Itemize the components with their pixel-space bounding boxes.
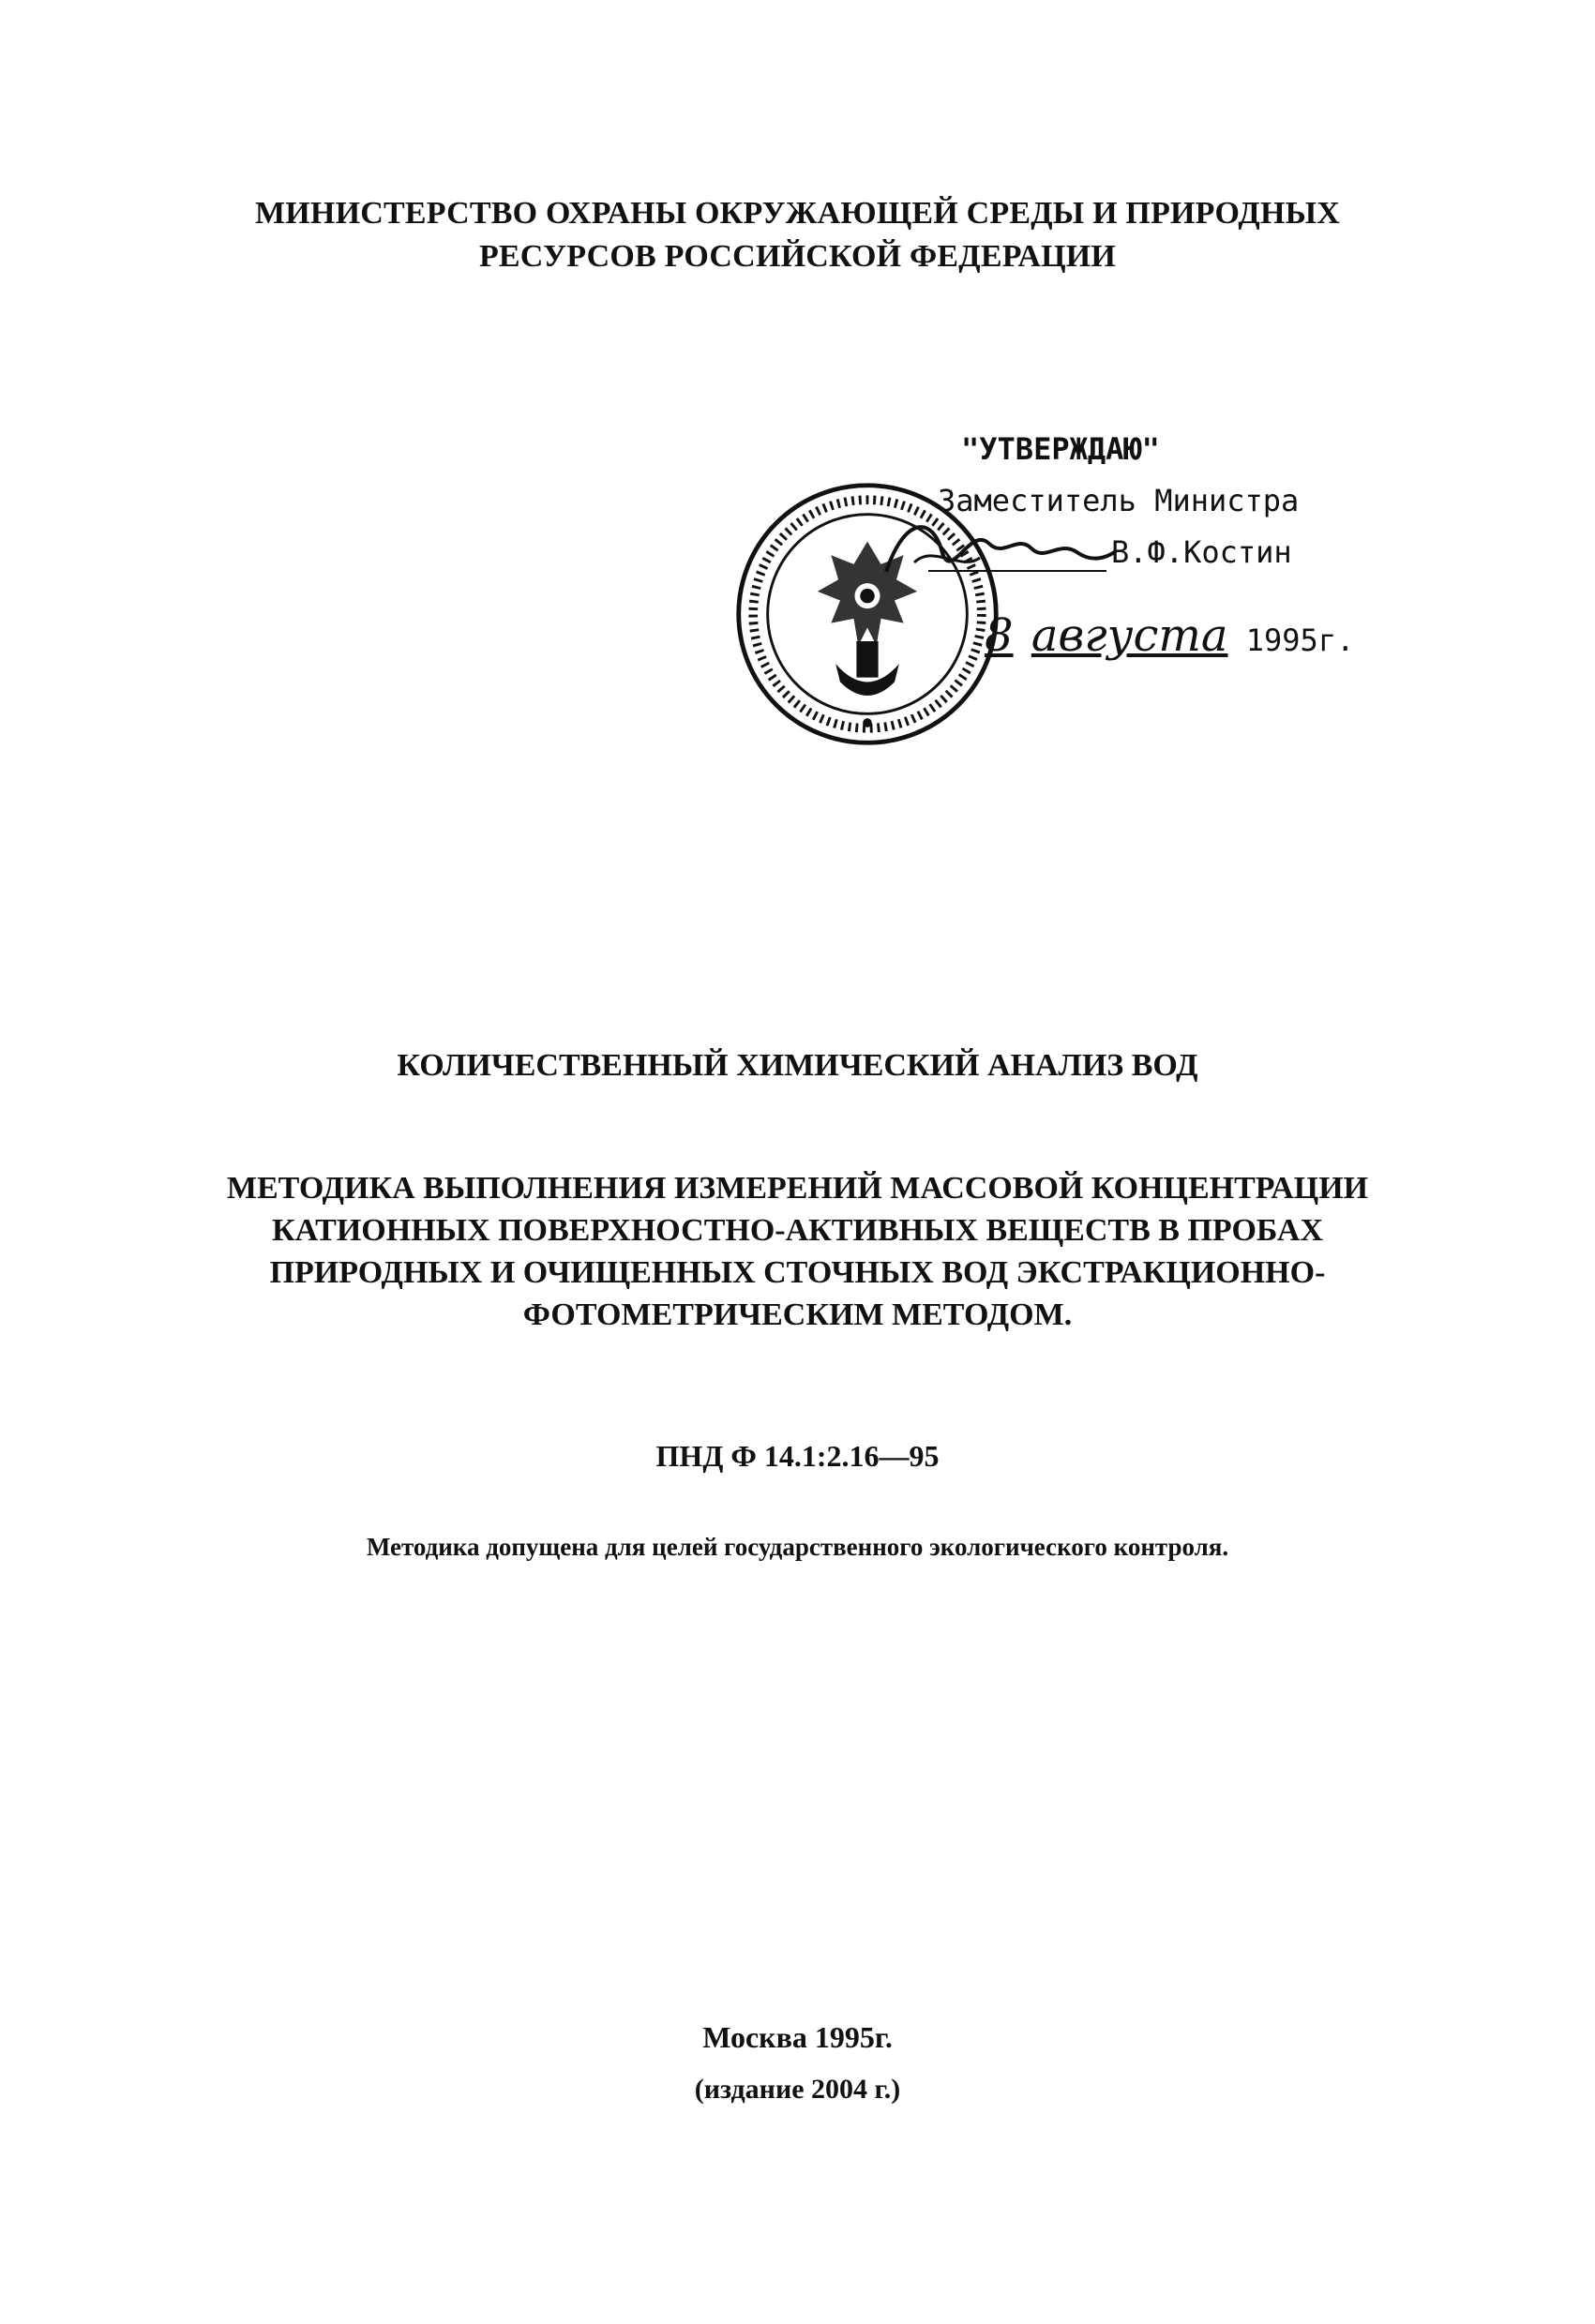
signature-icon xyxy=(877,506,1121,591)
document-code: ПНД Ф 14.1:2.16—95 xyxy=(655,1439,940,1473)
method-line-2: КАТИОННЫХ ПОВЕРХНОСТНО-АКТИВНЫХ ВЕЩЕСТВ В ПРОБАХ xyxy=(271,1213,1324,1248)
edition-note: (издание 2004 г.) xyxy=(694,2074,901,2105)
method-line-1: МЕТОДИКА ВЫПОЛНЕНИЯ ИЗМЕРЕНИЙ МАССОВОЙ КОНЦЕНТРАЦИИ xyxy=(226,1171,1369,1206)
approval-position: Заместитель Министра xyxy=(938,483,1300,518)
approval-title: "УТВЕРЖДАЮ" xyxy=(961,431,1160,467)
ministry-line-2: РЕСУРСОВ РОССИЙСКОЙ ФЕДЕРАЦИИ xyxy=(478,239,1117,274)
approval-date-day: 8 xyxy=(985,609,1014,662)
approval-block xyxy=(713,412,1388,769)
method-title xyxy=(0,1167,1595,1336)
approval-date xyxy=(985,609,1354,662)
ministry-header xyxy=(0,192,1595,278)
approval-date-year: 1995г. xyxy=(1245,622,1355,658)
method-line-3: ПРИРОДНЫХ И ОЧИЩЕННЫХ СТОЧНЫХ ВОД ЭКСТРАКЦИОННО- xyxy=(269,1255,1326,1290)
publication-city-year: Москва 1995г. xyxy=(702,2020,893,2054)
signature-line xyxy=(928,570,1106,572)
ministry-line-1: МИНИСТЕРСТВО ОХРАНЫ ОКРУЖАЮЩЕЙ СРЕДЫ И ПРИРОДНЫХ xyxy=(254,196,1340,231)
approval-date-month: августа xyxy=(1031,609,1228,662)
approval-name: В.Ф.Костин xyxy=(1111,534,1292,570)
method-line-4: ФОТОМЕТРИЧЕСКИМ МЕТОДОМ. xyxy=(522,1297,1073,1332)
document-title: КОЛИЧЕСТВЕННЫЙ ХИМИЧЕСКИЙ АНАЛИЗ ВОД xyxy=(397,1048,1198,1083)
admission-note: Методика допущена для целей государственного экологического контроля. xyxy=(366,1533,1229,1561)
